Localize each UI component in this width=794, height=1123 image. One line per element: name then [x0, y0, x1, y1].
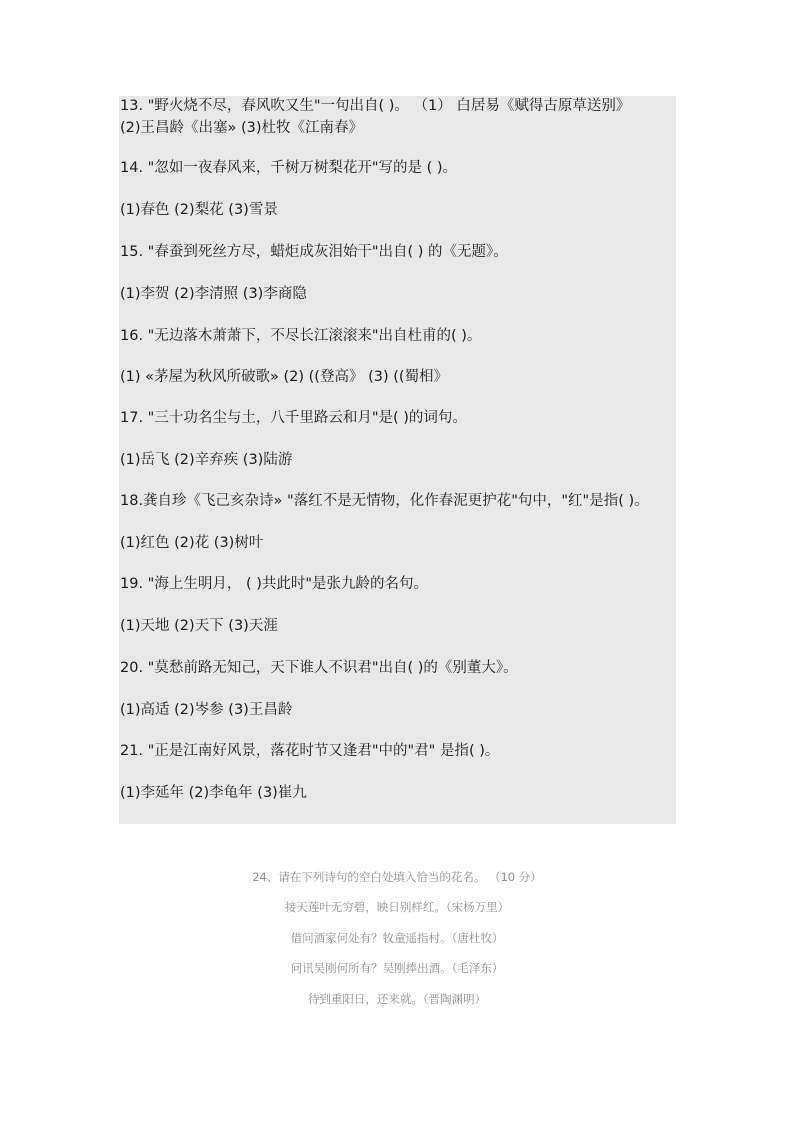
question-15-options: (1)李贺 (2)李清照 (3)李商隐 — [120, 286, 307, 302]
question-13: 13. "野火烧不尽，春风吹又生"一句出自( )。 （1） 白居易《赋得古原草送别》 — [120, 98, 631, 114]
footer-line-3: 问讯吴刚何所有？吴刚捧出酒。（毛泽东） — [290, 961, 504, 975]
question-14-options: (1)春色 (2)梨花 (3)雪景 — [120, 202, 278, 218]
question-18-options: (1)红色 (2)花 (3)树叶 — [120, 535, 264, 551]
question-17-options: (1)岳飞 (2)辛弃疾 (3)陆游 — [120, 452, 293, 468]
question-15: 15. "春蚕到死丝方尽，蜡炬成灰泪始干"出自( ) 的《无题》。 — [120, 244, 508, 260]
question-18: 18.龚自珍《飞己亥杂诗» "落红不是无情物，化作春泥更护花"句中，"红"是指( )。 — [120, 493, 649, 509]
question-19: 19. "海上生明月， ( )共此时"是张九龄的名句。 — [120, 576, 429, 592]
question-20: 20. "莫愁前路无知己，天下谁人不识君"出自( )的《别董大》。 — [120, 660, 518, 676]
question-16: 16. "无边落木萧萧下，不尽长江滚滚来"出自杜甫的( )。 — [120, 328, 482, 344]
question-16-options: (1) «茅屋为秋风所破歌» (2) ((登高》 (3) ((蜀相》 — [120, 369, 449, 385]
question-17: 17. "三十功名尘与土，八千里路云和月"是( )的词句。 — [120, 410, 467, 426]
footer-line-2: 借问酒家何处有？牧童遥指村。（唐杜牧） — [290, 931, 504, 945]
question-19-options: (1)天地 (2)天下 (3)天涯 — [120, 618, 278, 634]
question-20-options: (1)高适 (2)岑参 (3)王昌龄 — [120, 702, 293, 718]
question-13-options: (2)王昌龄《出塞» (3)杜牧《江南春》 — [120, 120, 364, 136]
footer-question-title: 24、请在下列诗句的空白处填入恰当的花名。 （10 分） — [252, 870, 542, 884]
question-21-options: (1)李延年 (2)李龟年 (3)崔九 — [120, 785, 307, 801]
footer-line-1: 接天莲叶无穷碧，映日别样红。（宋杨万里） — [284, 900, 510, 914]
question-14: 14. "忽如一夜春风来，千树万树梨花开"写的是 ( )。 — [120, 160, 458, 176]
question-21: 21. "正是江南好风景，落花时节又逢君"中的"君" 是指( )。 — [120, 743, 500, 759]
footer-line-4: 待到重阳日，还来就。（晋陶渊明） — [307, 992, 487, 1006]
